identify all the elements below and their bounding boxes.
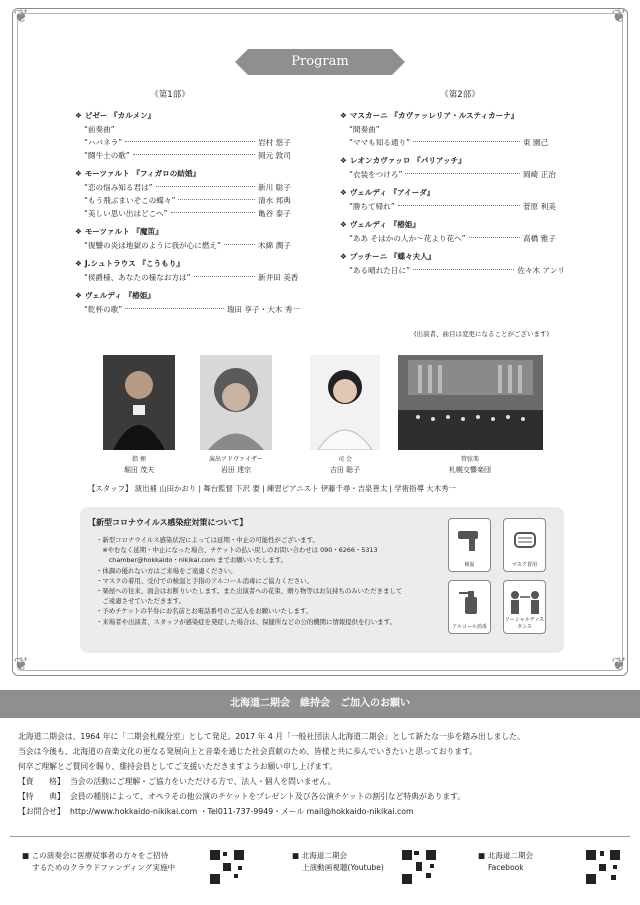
performer-name: 岡元 敦司 xyxy=(258,151,291,160)
performer-name: 新川 聡子 xyxy=(258,183,291,192)
aria-title: “もう飛ぶまいぞこの蝶々” xyxy=(84,196,176,205)
aria-row xyxy=(340,264,565,277)
covid-list xyxy=(96,535,436,627)
person-caption: 演出アドヴァイザー 岩田 達宗 xyxy=(209,456,263,474)
facebook-text: ■ 北海道二期会 Facebook xyxy=(478,851,534,872)
program-item xyxy=(75,110,300,162)
performer-name: 菅原 利美 xyxy=(523,202,556,211)
covid-line: ・新型コロナウイルス感染状況によっては延期・中止の可能性がございます。 xyxy=(96,536,319,544)
qualification-text: 当会の活動にご理解・ご協力をいただける方で、法人・個人を問いません。 xyxy=(70,777,336,786)
corner-ornament-icon: ❦ xyxy=(13,654,29,675)
aria-title: “復讐の炎は地獄のように我が心に燃え” xyxy=(84,241,221,250)
aria-row xyxy=(75,181,300,194)
advisor-photo xyxy=(200,355,272,450)
part1-title: 《第1部》 xyxy=(150,90,190,100)
person-caption: 管弦楽 札幌交響楽団 xyxy=(449,456,491,474)
facebook-qr-icon[interactable] xyxy=(584,848,622,886)
performer-name: 高橋 雅子 xyxy=(523,234,556,243)
composer-title: ❖ マスカーニ 『カヴァッレリア・ルスティカーナ』 xyxy=(340,111,519,120)
bullet-icon: ❖ xyxy=(75,291,82,300)
support-intro: 当会は今後も、北海道の音楽文化の更なる発展向上と音楽を通じた社会貢献のため、皆様と共に歩んでいきたいと思っております。 xyxy=(18,747,478,756)
qualification-tag: 【資 格】 xyxy=(18,777,65,786)
footer-divider xyxy=(10,836,630,837)
aria-row xyxy=(340,123,565,136)
program-item xyxy=(75,258,300,284)
composer-title: ❖ モーツァルト 『魔笛』 xyxy=(75,227,163,236)
covid-line: ご遠慮させていただきます。 xyxy=(96,597,185,606)
crowdfunding-qr-icon[interactable] xyxy=(208,848,246,886)
covid-line: ・予めチケットの半券にお名前とお電話番号のご記入をお願いいたします。 xyxy=(96,607,313,616)
aria-row xyxy=(340,232,565,245)
covid-line: ・来場者や出演者、スタッフが感染症を発症した場合は、保健所などの公的機関に情報提供を行います。 xyxy=(96,617,396,626)
composer-title: ❖ ビゼー 『カルメン』 xyxy=(75,111,156,120)
benefit-tag: 【特 典】 xyxy=(18,792,65,801)
program-item xyxy=(340,187,565,213)
composer-title: ❖ プッチーニ 『蝶々夫人』 xyxy=(340,252,436,261)
composer-title: ❖ ヴェルディ 『椿姫』 xyxy=(340,220,420,229)
aria-title: “恋の悩み知る君は” xyxy=(84,183,153,192)
performer-name: 東 園己 xyxy=(523,138,549,147)
aria-row xyxy=(340,136,565,149)
corner-ornament-icon: ❦ xyxy=(611,6,627,27)
sanitizer-icon: アルコール消毒 xyxy=(448,580,491,634)
change-note: (出演者、曲目は変更になることがございます) xyxy=(414,330,550,338)
corner-ornament-icon: ❦ xyxy=(13,6,29,27)
aria-title: “美しい思い出はどこへ” xyxy=(84,209,168,218)
aria-row xyxy=(75,271,300,284)
mc-photo xyxy=(310,355,380,450)
aria-title: “乾杯の歌” xyxy=(84,305,123,314)
bullet-icon: ❖ xyxy=(75,169,82,178)
performer-name: 新井田 美香 xyxy=(258,273,299,282)
bullet-icon: ❖ xyxy=(75,259,82,268)
aria-row xyxy=(75,239,300,252)
bullet-icon: ❖ xyxy=(75,227,82,236)
bullet-icon: ❖ xyxy=(75,111,82,120)
program-item xyxy=(75,290,300,316)
aria-row xyxy=(340,168,565,181)
contact-text[interactable]: http://www.hokkaido-nikikai.com ・Tel011-737-9949・メール mail@hokkaido-nikikai.com xyxy=(70,807,414,816)
program-item xyxy=(340,110,565,149)
covid-line: chamber@hokkaido・nikikai.com までお願いいたします。 xyxy=(96,556,287,565)
performer-name: 佐々木 アンリ xyxy=(517,266,565,275)
aria-title: “勝ちて帰れ” xyxy=(349,202,395,211)
program-item xyxy=(75,226,300,252)
program-banner: Program xyxy=(248,49,392,75)
aria-title: “闘牛士の歌” xyxy=(84,151,130,160)
composer-title: ❖ ヴェルディ 『椿姫』 xyxy=(75,291,155,300)
performer-name: 亀谷 泰子 xyxy=(258,209,291,218)
program-item xyxy=(75,168,300,220)
aria-row xyxy=(75,123,300,136)
aria-title: “間奏曲” xyxy=(349,125,380,134)
contact-tag: 【お問合せ】 xyxy=(18,807,65,816)
person-caption: 指 揮 堀田 茂夫 xyxy=(123,456,155,474)
person-caption: 司 会 吉田 聡子 xyxy=(329,456,361,474)
aria-row xyxy=(75,136,300,149)
crowdfunding-text: ■ この演奏会に医療従事者の方々をご招待 するためのクラウドファンディング実施中 xyxy=(22,851,176,872)
aria-title: “前奏曲” xyxy=(84,125,115,134)
composer-title: ❖ J.シュトラウス 『こうもり』 xyxy=(75,259,184,268)
performer-name: 岩村 悠子 xyxy=(258,138,291,147)
support-text xyxy=(18,729,628,819)
covid-line: ・体調の優れない方はご来場をご遠慮ください。 xyxy=(96,566,237,575)
covid-line: ・マスクの着用、受付での検温と手指のアルコール消毒にご協力ください。 xyxy=(96,576,313,585)
aria-title: “衣装をつけろ” xyxy=(349,170,403,179)
thermometer-icon: 検温 xyxy=(448,518,491,572)
aria-row xyxy=(75,194,300,207)
video-qr-icon[interactable] xyxy=(400,848,438,886)
orchestra-photo xyxy=(398,355,543,450)
bullet-icon: ❖ xyxy=(340,111,347,120)
covid-line: ・楽屋への往来、面会はお断りいたします。また出演者への花束、贈り物等はお気持ちのみいただきまして xyxy=(96,587,403,596)
bullet-icon: ❖ xyxy=(340,252,347,261)
aria-title: “ある晴れた日に” xyxy=(349,266,411,275)
program-item xyxy=(340,219,565,245)
aria-row xyxy=(75,207,300,220)
support-intro: 北海道二期会は、1964 年に「二期会札幌分室」として発足。2017 年 4 月「一般社団法人北海道二期会」として新たな一歩を踏み出しました。 xyxy=(18,732,525,741)
video-text: ■ 北海道二期会 上演動画視聴(Youtube) xyxy=(292,851,384,872)
aria-title: “ハバネラ” xyxy=(84,138,123,147)
program-item xyxy=(340,251,565,277)
aria-title: “侯爵様、あなたの様なお方は” xyxy=(84,273,191,282)
covid-title: 【新型コロナウイルス感染症対策について】 xyxy=(88,518,248,527)
performer-name: 清水 邦典 xyxy=(258,196,291,205)
bullet-icon: ❖ xyxy=(340,188,347,197)
support-title: 北海道二期会 維持会 ご加入のお願い xyxy=(0,690,640,718)
support-intro: 何卒ご理解とご賛同を賜り、維持会員としてご支援いただきますようお願い申し上げます。 xyxy=(18,762,338,771)
composer-title: ❖ モーツァルト 『フィガロの結婚』 xyxy=(75,169,201,178)
performer-name: 木綿 潤子 xyxy=(258,241,291,250)
aria-row xyxy=(75,149,300,162)
part1-list xyxy=(75,110,300,322)
part2-title: 《第2部》 xyxy=(440,90,480,100)
aria-row xyxy=(340,200,565,213)
part2-list xyxy=(340,110,565,283)
aria-title: “ああ そはかの人か〜花より花へ” xyxy=(349,234,466,243)
composer-title: ❖ レオンカヴァッロ 『パリアッチ』 xyxy=(340,156,466,165)
performer-name: 瑞田 享子・大木 秀一 xyxy=(226,305,300,314)
composer-title: ❖ ヴェルディ 『アイーダ』 xyxy=(340,188,435,197)
corner-ornament-icon: ❦ xyxy=(611,654,627,675)
program-item xyxy=(340,155,565,181)
social-distance-icon: ソーシャルディスタンス xyxy=(503,580,546,634)
aria-row xyxy=(75,303,300,316)
staff-credits: 【スタッフ】 演出補 山田かおり | 舞台監督 下沢 要 | 練習ピアニスト 伊藤千尋・吉泉善太 | 学術指導 大木秀一 xyxy=(88,484,456,493)
bullet-icon: ❖ xyxy=(340,220,347,229)
benefit-text: 会員の種別によって、オペラその他公演のチケットをプレゼント及び各公演チケットの割引など特典があります。 xyxy=(70,792,466,801)
aria-title: “ママも知る通り” xyxy=(349,138,411,147)
covid-line: ※やむなく延期・中止になった場合、チケットの払い戻しのお問い合わせは 090・6266・5313 xyxy=(96,546,378,555)
performer-name: 岡崎 正治 xyxy=(523,170,556,179)
mask-icon: マスク着用 xyxy=(503,518,546,572)
conductor-photo xyxy=(103,355,175,450)
bullet-icon: ❖ xyxy=(340,156,347,165)
